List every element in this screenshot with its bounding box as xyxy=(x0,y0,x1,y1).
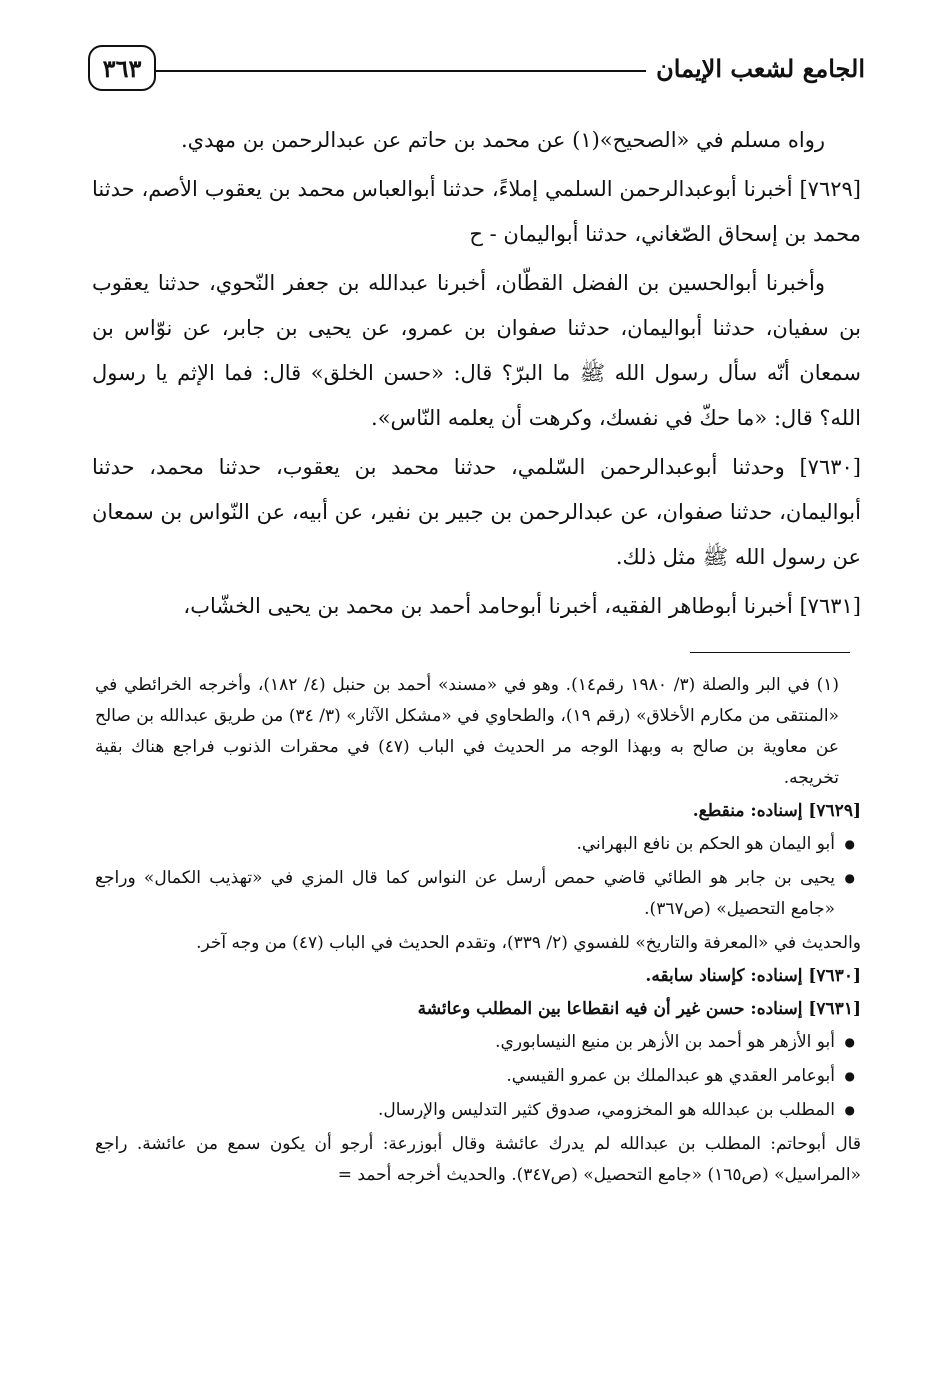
note-7629-heading: [٧٦٢٩] إسناده: منقطع. xyxy=(692,801,861,821)
note-7631-bullet-3: ● المطلب بن عبدالله هو المخزومي، صدوق كثير التدليس والإرسال. xyxy=(95,1095,861,1126)
page-number: ٣٦٣ xyxy=(88,45,156,91)
main-text xyxy=(92,118,861,633)
footnote-1: (١) في البر والصلة (٣/ ١٩٨٠ رقم١٤). وهو في «مسند» أحمد بن حنبل (٤/ ١٨٢)، وأخرجه الخرائطي في «المنتقى من مكارم الأخلاق» (رقم ١٩)، والطحاوي في «مشكل الآثار» (٣/ ٣٤) من طريق عبدالله بن صالح عن معاوية بن صالح به وبهذا الوجه مر الحديث في الباب (٤٧) في محقرات الذنوب فراجع هناك بقية تخريجه. xyxy=(95,675,839,788)
footnotes xyxy=(95,670,861,1193)
hadith-7629: [٧٦٢٩] أخبرنا أبوعبدالرحمن السلمي إملاءً، حدثنا أبوالعباس محمد بن يعقوب الأصم، حدثنا محمد بن إسحاق الصّغاني، حدثنا أبواليمان - ح xyxy=(92,177,861,246)
paragraph-muslim-reference: رواه مسلم في «الصحيح»(١) عن محمد بن حاتم عن عبدالرحمن بن مهدي. xyxy=(180,128,825,152)
note-7629-bullet-1: ● أبو اليمان هو الحكم بن نافع البهراني. xyxy=(95,829,861,860)
hadith-7631: [٧٦٣١] أخبرنا أبوطاهر الفقيه، أخبرنا أبوحامد أحمد بن محمد بن يحيى الخشّاب، xyxy=(183,594,861,618)
running-title: الجامع لشعب الإيمان xyxy=(656,53,865,83)
hadith-7629-chain-continued: وأخبرنا أبوالحسين بن الفضل القطّان، أخبرنا عبدالله بن جعفر النّحوي، حدثنا يعقوب بن سفيان، حدثنا أبواليمان، حدثنا صفوان بن عمرو، عن يحيى بن جابر، عن نوّاس بن سمعان أنّه سأل رسول الله ﷺ ما البرّ؟ قال: «حسن الخلق» قال: فما الإثم يا رسول الله؟ قال: «ما حكّ في نفسك، وكرهت أن يعلمه النّاس». xyxy=(92,271,861,430)
note-7629-continuation: والحديث في «المعرفة والتاريخ» للفسوي (٢/ ٣٣٩)، وتقدم الحديث في الباب (٤٧) من وجه آخر. xyxy=(196,933,861,953)
note-7631-heading: [٧٦٣١] إسناده: حسن غير أن فيه انقطاعا بين المطلب وعائشة xyxy=(417,999,861,1019)
page-header xyxy=(88,38,865,98)
header-rule xyxy=(156,70,646,72)
footnote-divider xyxy=(690,652,850,653)
note-7631-continuation: قال أبوحاتم: المطلب بن عبدالله لم يدرك عائشة وقال أبوزرعة: أرجو أن يكون سمع من عائشة. راجع «المراسيل» (ص١٦٥) «جامع التحصيل» (ص٣٤٧). والحديث أخرجه أحمد = xyxy=(95,1134,861,1185)
note-7631-bullet-2: ● أبوعامر العقدي هو عبدالملك بن عمرو القيسي. xyxy=(95,1061,861,1092)
note-7629-bullet-2: ● يحيى بن جابر هو الطائي قاضي حمص أرسل عن النواس كما قال المزي في «تهذيب الكمال» وراجع «جامع التحصيل» (ص٣٦٧). xyxy=(95,863,861,925)
hadith-7630: [٧٦٣٠] وحدثنا أبوعبدالرحمن السّلمي، حدثنا محمد بن يعقوب، حدثنا محمد، حدثنا أبواليمان، حدثنا صفوان، عن عبدالرحمن بن جبير بن نفير، عن أبيه، عن النّواس بن سمعان عن رسول الله ﷺ مثل ذلك. xyxy=(92,455,861,569)
note-7631-bullet-1: ● أبو الأزهر هو أحمد بن الأزهر بن منيع النيسابوري. xyxy=(95,1027,861,1058)
note-7630-heading: [٧٦٣٠] إسناده: كإسناد سابقه. xyxy=(645,966,861,986)
